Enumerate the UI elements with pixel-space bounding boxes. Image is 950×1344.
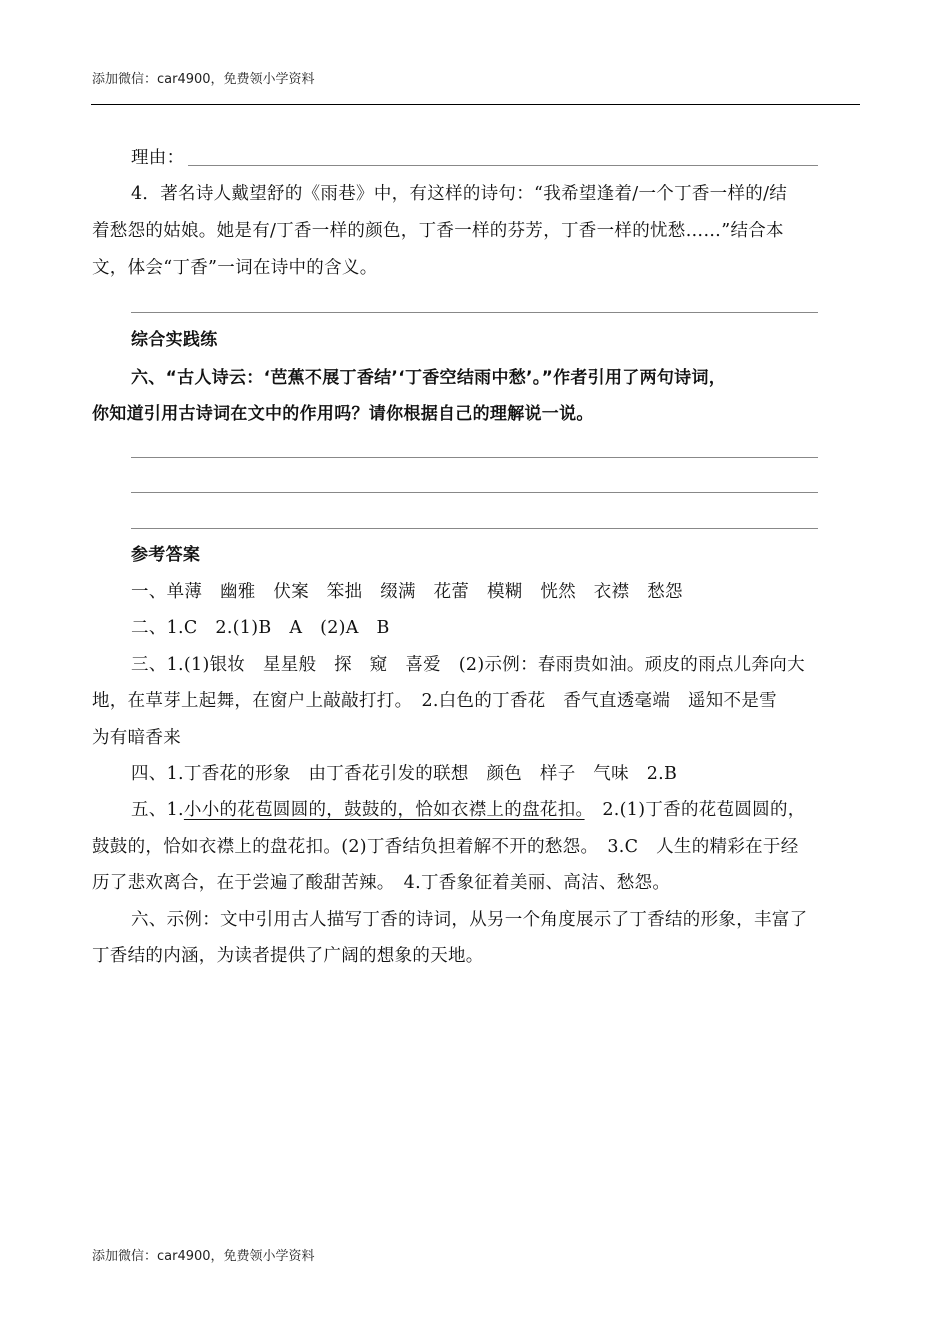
reason-label: 理由： xyxy=(131,148,185,168)
answer-5-line-2: 鼓鼓的，恰如衣襟上的盘花扣。(2)丁香结负担着解不开的愁怨。 3.C 人生的精彩在于经 xyxy=(92,837,799,857)
answer-3-line-2: 地，在草芽上起舞，在窗户上敲敲打打。 2.白色的丁香花 香气直透毫端 遥知不是雪 xyxy=(92,691,777,711)
answer-5-rest: 2.(1)丁香的花苞圆圆的， xyxy=(584,800,806,820)
question-4-line-1: 4．著名诗人戴望舒的《雨巷》中，有这样的诗句：“我希望逢着/一个丁香一样的/结 xyxy=(131,184,788,204)
answer-5-prefix: 五、1. xyxy=(131,800,184,820)
answer-5-line-3: 历了悲欢离合，在于尝遍了酸甜苦辣。 4.丁香象征着美丽、高洁、愁怨。 xyxy=(92,873,671,893)
question-4-answer-line xyxy=(131,312,818,313)
page-header: 添加微信：car4900，免费领小学资料 xyxy=(92,72,315,87)
question-6-answer-line-3 xyxy=(131,528,818,529)
answers-heading: 参考答案 xyxy=(131,545,201,565)
answer-3-line-1: 三、1.(1)银妆 星星般 探 窥 喜爱 (2)示例：春雨贵如油。顽皮的雨点儿奔向大 xyxy=(131,655,805,675)
answer-6-line-2: 丁香结的内涵，为读者提供了广阔的想象的天地。 xyxy=(92,946,484,966)
reason-answer-line xyxy=(188,165,818,166)
question-6-answer-line-2 xyxy=(131,492,818,493)
answer-4: 四、1.丁香花的形象 由丁香花引发的联想 颜色 样子 气味 2.B xyxy=(131,764,678,784)
page-footer: 添加微信：car4900，免费领小学资料 xyxy=(92,1249,315,1264)
question-4-line-3: 文，体会“丁香”一词在诗中的含义。 xyxy=(92,258,378,278)
answer-5-line-1 xyxy=(131,798,806,822)
answer-3-line-3: 为有暗香来 xyxy=(92,728,181,748)
answer-5-underlined: 小小的花苞圆圆的，鼓鼓的，恰如衣襟上的盘花扣。 xyxy=(183,800,585,820)
answer-2: 二、1.C 2.(1)B A (2)A B xyxy=(131,618,390,638)
answer-6-line-1: 六、示例：文中引用古人描写丁香的诗词，从另一个角度展示了丁香结的形象，丰富了 xyxy=(131,910,808,930)
answer-1: 一、单薄 幽雅 伏案 笨拙 缀满 花蕾 模糊 恍然 衣襟 愁怨 xyxy=(131,582,683,602)
question-6-answer-line-1 xyxy=(131,457,818,458)
question-6-line-2: 你知道引用古诗词在文中的作用吗？请你根据自己的理解说一说。 xyxy=(92,404,594,424)
question-6-line-1: 六、“古人诗云：‘芭蕉不展丁香结’‘丁香空结雨中愁’。”作者引用了两句诗词， xyxy=(131,368,727,388)
header-rule xyxy=(91,104,860,105)
question-4-line-2: 着愁怨的姑娘。她是有/丁香一样的颜色，丁香一样的芬芳，丁香一样的忧愁……”结合本 xyxy=(92,221,784,241)
practice-heading: 综合实践练 xyxy=(131,330,218,350)
